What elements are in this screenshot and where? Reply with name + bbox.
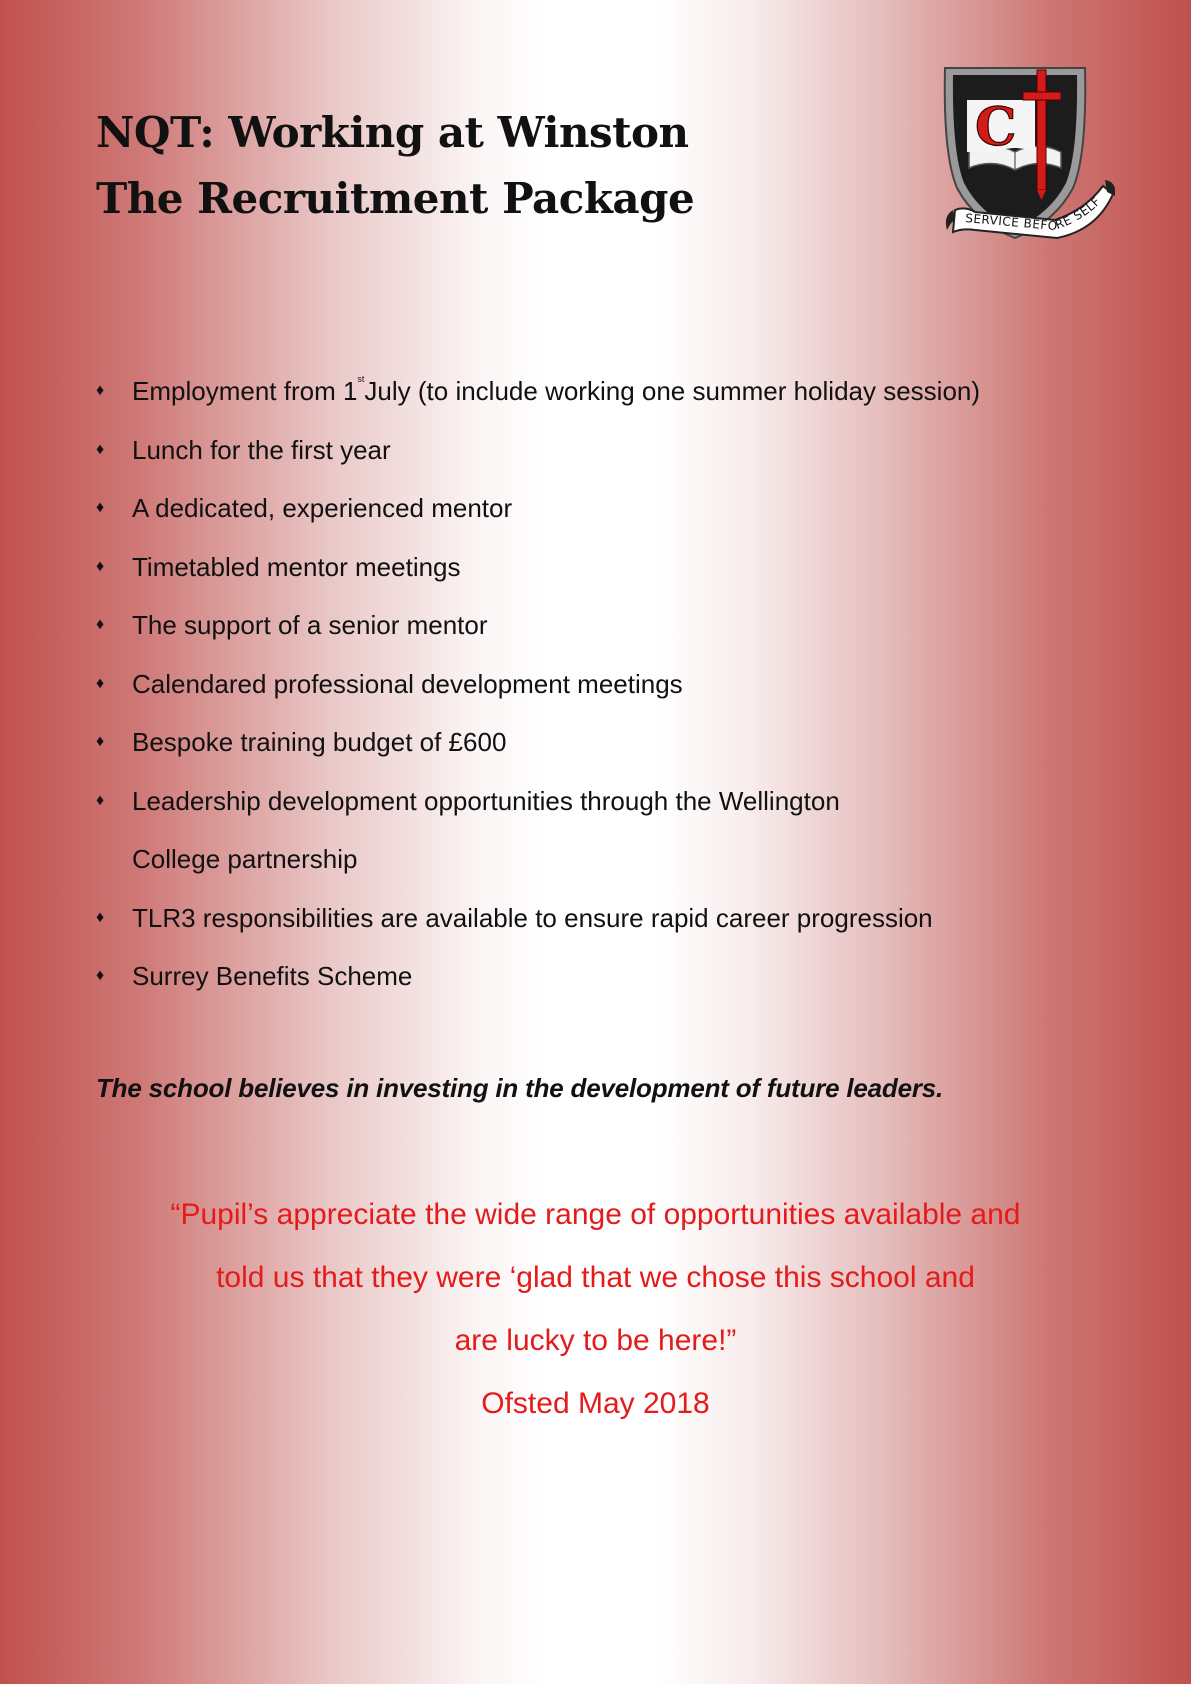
benefit-text: Lunch for the first year: [132, 434, 391, 465]
page-title: [96, 100, 694, 232]
quote-line-3: are lucky to be here!”: [454, 1324, 737, 1357]
list-item: [96, 655, 1136, 714]
crest-letter: C: [975, 97, 1017, 158]
diamond-bullet-icon: ♦: [96, 616, 105, 633]
diamond-bullet-icon: ♦: [96, 908, 105, 926]
benefit-text: Surrey Benefits Scheme: [132, 961, 413, 991]
benefit-text: TLR3 responsibilities are available to ensure rapid career progression: [132, 902, 933, 933]
diamond-bullet-icon: ♦: [96, 382, 105, 399]
quote-line-2: told us that they were ‘glad that we chose this school and: [216, 1261, 975, 1294]
benefit-text: Timetabled mentor meetings: [132, 551, 461, 582]
list-item: [96, 713, 1136, 772]
title-line-2: The Recruitment Package: [96, 174, 695, 223]
diamond-bullet-icon: ♦: [96, 557, 105, 575]
tagline: The school believes in investing in the development of future leaders.: [96, 1073, 944, 1103]
benefit-text: Calendared professional development meetings: [132, 668, 683, 699]
benefits-list: [96, 362, 1136, 1006]
diamond-bullet-icon: ♦: [96, 733, 105, 750]
diamond-bullet-icon: ♦: [96, 440, 105, 458]
diamond-bullet-icon: ♦: [96, 967, 105, 984]
benefit-text: Employment from 1: [132, 376, 358, 406]
list-item: [96, 772, 1136, 889]
diamond-bullet-icon: ♦: [96, 499, 105, 516]
benefit-text: The support of a senior mentor: [132, 610, 488, 640]
list-item: [96, 362, 1136, 421]
crest-motto: SERVICE BEFORE SELF: [964, 194, 1104, 234]
list-item: [96, 421, 1136, 480]
benefit-text: July (to include working one summer holiday session): [364, 376, 981, 406]
ofsted-quote: [0, 1183, 1191, 1435]
benefit-text-continued: College partnership: [132, 844, 358, 874]
benefit-text: A dedicated, experienced mentor: [132, 493, 513, 523]
list-item: [96, 479, 1136, 538]
list-item: [96, 889, 1136, 948]
diamond-bullet-icon: ♦: [96, 791, 105, 809]
list-item: [96, 596, 1136, 655]
school-crest-logo: [935, 60, 1115, 275]
benefit-text: Bespoke training budget of £600: [132, 727, 507, 757]
list-item: [96, 947, 1136, 1006]
title-line-1: NQT: Working at Winston: [96, 108, 689, 157]
diamond-bullet-icon: ♦: [96, 674, 105, 692]
list-item: [96, 538, 1136, 597]
quote-source: Ofsted May 2018: [481, 1387, 710, 1420]
benefit-text: Leadership development opportunities through the Wellington: [132, 785, 840, 816]
benefit-superscript: st: [357, 374, 365, 384]
quote-line-1: “Pupil’s appreciate the wide range of opportunities available and: [170, 1198, 1021, 1231]
